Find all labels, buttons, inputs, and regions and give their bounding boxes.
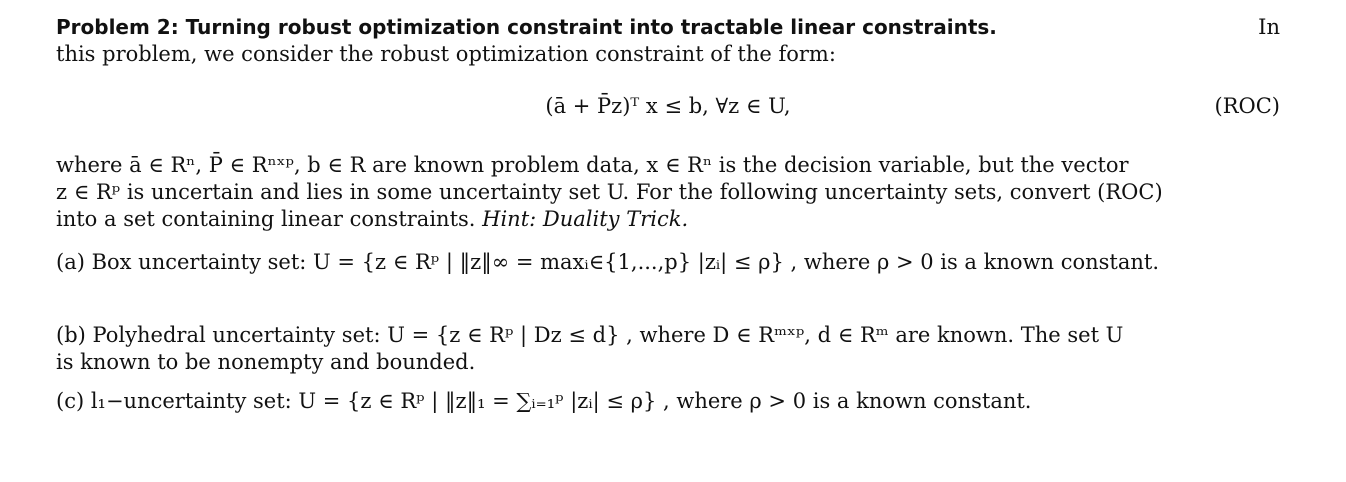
description-line-3-text: into a set containing linear constraints. — [56, 207, 476, 231]
equation-tag: (ROC) — [1214, 94, 1280, 118]
problem-heading-line — [56, 14, 1280, 41]
item-b-polyhedral-line-2: is known to be nonempty and bounded. — [56, 350, 476, 374]
description-line-2: z ∈ Rᵖ is uncertain and lies in some uncertainty set U. For the following uncertainty sets, convert (ROC) — [56, 180, 1163, 204]
intro-line: this problem, we consider the robust optimization constraint of the form: — [56, 42, 836, 66]
hint-text: Hint: Duality Trick. — [482, 207, 689, 231]
roc-equation: (ā + P̄z)ᵀ x ≤ b, ∀z ∈ U, — [545, 94, 791, 118]
heading-trailing-word: In — [1258, 15, 1280, 39]
description-line-3 — [56, 206, 1280, 233]
problem-heading: Problem 2: Turning robust optimization constraint into tractable linear constraints. — [56, 15, 997, 39]
item-c-l1-uncertainty: (c) l₁−uncertainty set: U = {z ∈ Rᵖ | ‖z‖₁ = ∑ᵢ₌₁ᵖ |zᵢ| ≤ ρ} , where ρ > 0 is a known constant. — [56, 389, 1032, 413]
roc-equation-row — [56, 94, 1280, 130]
description-line-1: where ā ∈ Rⁿ, P̄ ∈ Rⁿˣᵖ, b ∈ R are known problem data, x ∈ Rⁿ is the decision variable, but the vector — [56, 153, 1129, 177]
item-a-box-uncertainty: (a) Box uncertainty set: U = {z ∈ Rᵖ | ‖z‖∞ = maxᵢ∈{1,...,p} |zᵢ| ≤ ρ} , where ρ > 0 is a known constant. — [56, 250, 1160, 274]
item-b-polyhedral-line-1: (b) Polyhedral uncertainty set: U = {z ∈ Rᵖ | Dz ≤ d} , where D ∈ Rᵐˣᵖ, d ∈ Rᵐ are known. The set U — [56, 323, 1124, 347]
problem-block — [56, 14, 1280, 415]
